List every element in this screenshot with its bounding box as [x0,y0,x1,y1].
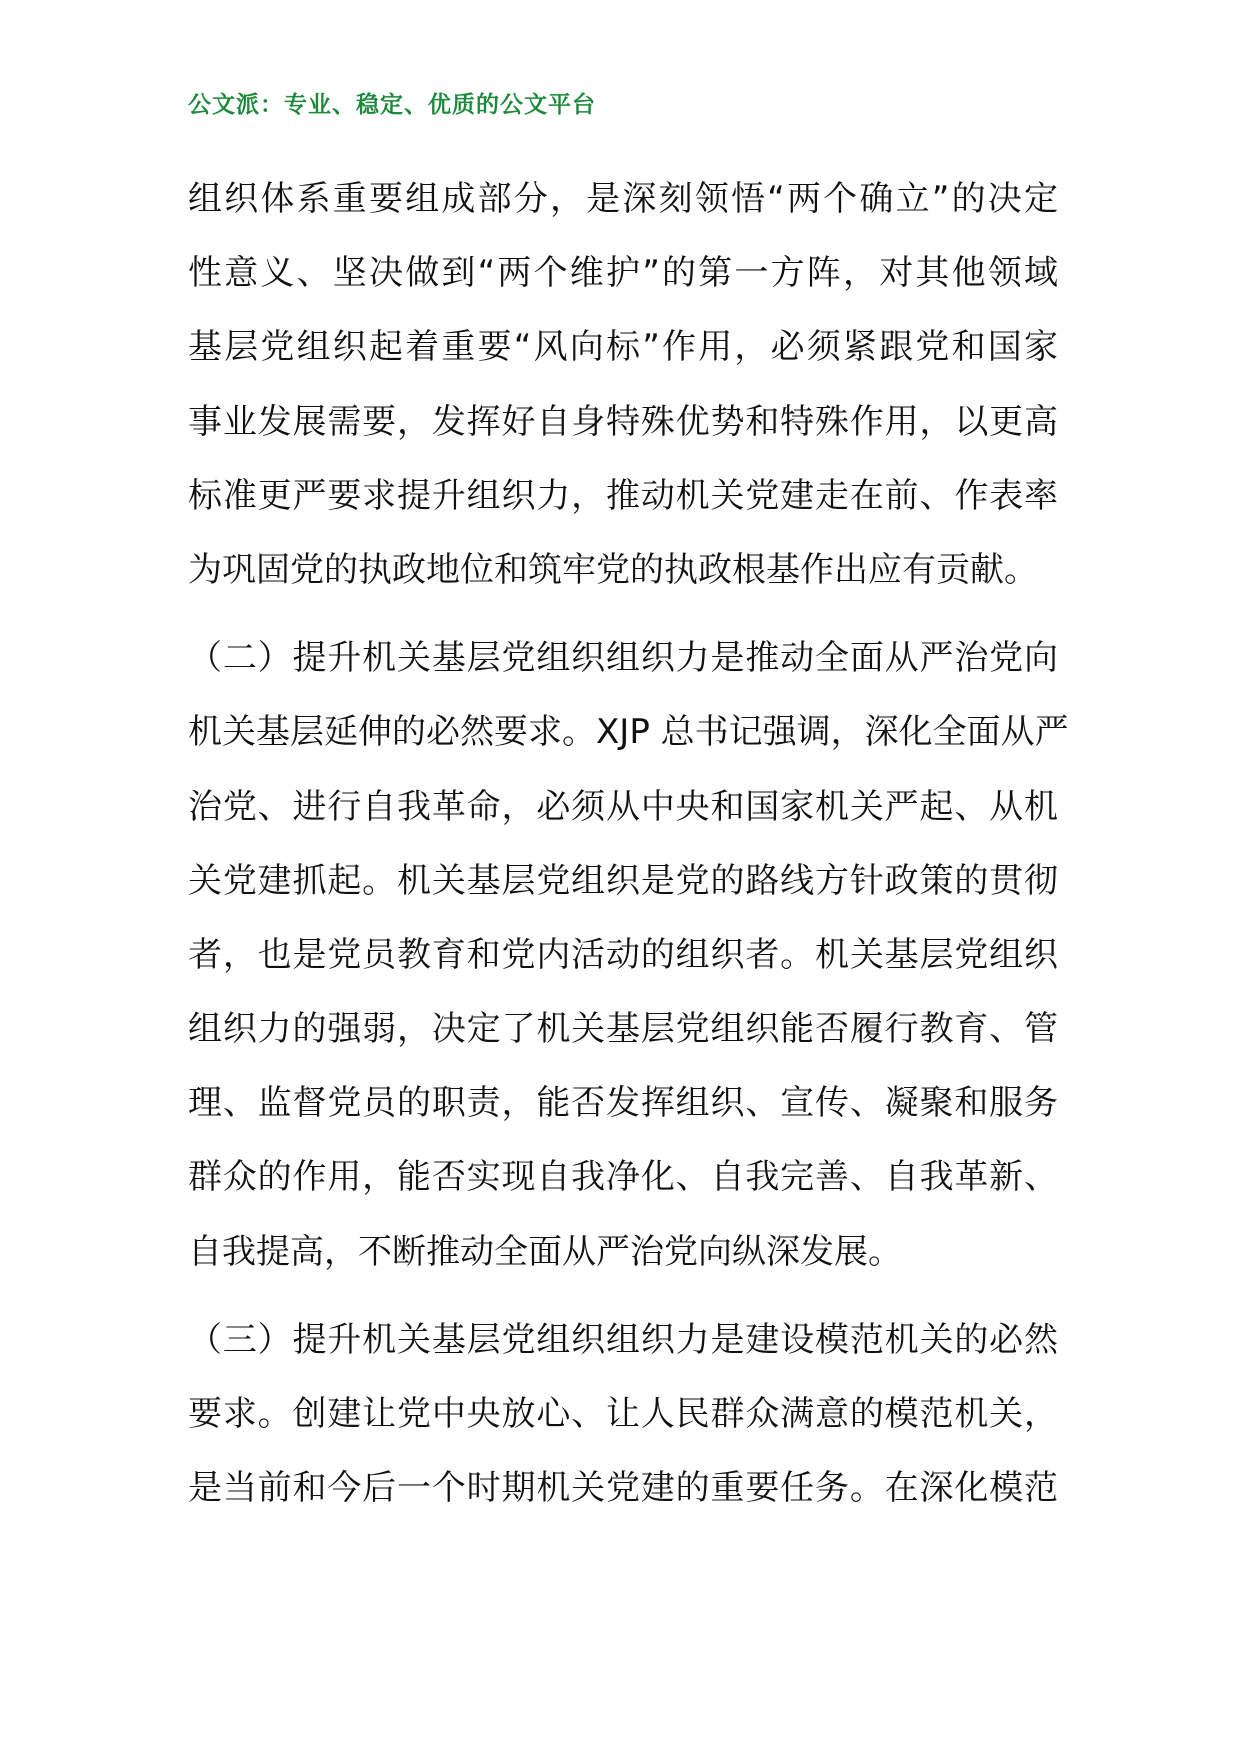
text-line: 为巩固党的执政地位和筑牢党的执政根基作出应有贡献。 [188,549,1038,590]
text-line: 要求。创建让党中央放心、让人民群众满意的模范机关， [188,1394,1058,1434]
text-line: 理、监督党员的职责，能否发挥组织、宣传、凝聚和服务 [188,1083,1058,1124]
text-line: 治党、进行自我革命，必须从中央和国家机关严起、从机 [188,786,1058,827]
text-line: （二）提升机关基层党组织组织力是推动全面从严治党向 [188,638,1058,679]
text-line: 组织力的强弱，决定了机关基层党组织能否履行教育、管 [188,1009,1058,1050]
text-line: 性意义、坚决做到“两个维护”的第一方阵，对其他领域 [188,253,1058,294]
page-header: 公文派：专业、稳定、优质的公文平台 [188,92,596,118]
paragraph-3 [188,1303,1058,1526]
text-line: 机关基层延伸的必然要求。XJP 总书记强调，深化全面从严 [188,712,1069,753]
document-body [188,162,1069,1525]
text-line: （三）提升机关基层党组织组织力是建设模范机关的必然 [188,1319,1058,1360]
text-line: 者，也是党员教育和党内活动的组织者。机关基层党组织 [188,934,1058,975]
paragraph-1 [188,162,1058,607]
text-line: 标准更严要求提升组织力，推动机关党建走在前、作表率 [188,475,1058,516]
text-line: 基层党组织起着重要“风向标”作用，必须紧跟党和国家 [188,327,1058,368]
text-line: 组织体系重要组成部分，是深刻领悟“两个确立”的决定 [188,179,1058,219]
text-line: 群众的作用，能否实现自我净化、自我完善、自我革新、 [188,1157,1058,1198]
text-line: 是当前和今后一个时期机关党建的重要任务。在深化模范 [188,1468,1058,1509]
text-line: 自我提高，不断推动全面从严治党向纵深发展。 [188,1231,902,1272]
paragraph-2 [188,621,1069,1289]
text-line: 事业发展需要，发挥好自身特殊优势和特殊作用，以更高 [188,401,1058,442]
text-line: 关党建抓起。机关基层党组织是党的路线方针政策的贯彻 [188,860,1058,901]
